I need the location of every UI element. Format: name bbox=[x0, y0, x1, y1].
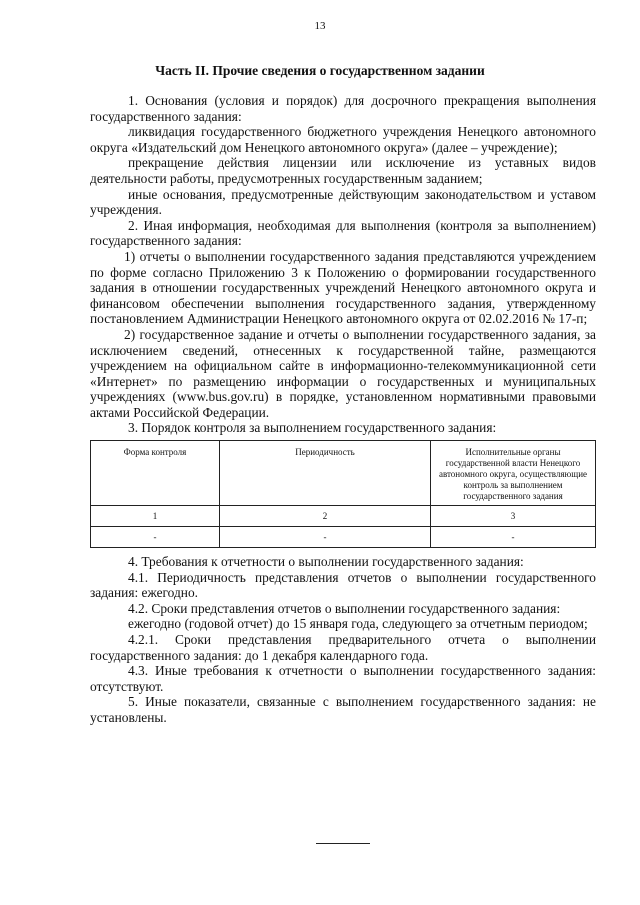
paragraph-annual-report: ежегодно (годовой отчет) до 15 января года, следующего за отчетным периодом; bbox=[128, 616, 588, 632]
table-header-cell: Исполнительные органы государственной власти Ненецкого автономного округа, осуществляющие контроль за выполнением государственного задания bbox=[431, 441, 596, 506]
document-body bbox=[90, 93, 596, 726]
paragraph-reporting-requirements: 4. Требования к отчетности о выполнении государственного задания: bbox=[128, 554, 524, 570]
table-header-row bbox=[91, 441, 596, 506]
table-cell: - bbox=[91, 527, 220, 548]
paragraph-early-termination: 1. Основания (условия и порядок) для досрочного прекращения выполнения государственного задания: bbox=[90, 93, 596, 124]
paragraph-preliminary-report: 4.2.1. Сроки представления предварительного отчета о выполнении государственного задания: до 1 декабря календарного года. bbox=[90, 632, 596, 663]
paragraph-control-procedure: 3. Порядок контроля за выполнением государственного задания: bbox=[128, 420, 497, 436]
paragraph-reports: 1) отчеты о выполнении государственного задания представляются учреждением по форме согласно Приложению 3 к Положению о формировании государственного задания в отношении государственных учреждений Ненецкого автономного округа и финансовом обеспечении выполнения государственного задания, утвержденному постановлением Администрации Ненецкого автономного округа от 02.02.2016 № 17-п; bbox=[90, 248, 596, 327]
paragraph-other-requirements: 4.3. Иные требования к отчетности о выполнении государственного задания: отсутствуют. bbox=[90, 663, 596, 694]
table-number-row bbox=[91, 506, 596, 527]
paragraph-publication: 2) государственное задание и отчеты о выполнении государственного задания, за исключением сведений, отнесенных к государственной тайне, размещаются учреждением на официальном сайте в информационно-телекоммуникационной сети «Интернет» по размещению информации о государственных и муниципальных учреждениях (www.bus.gov.ru) в порядке, установленном нормативными правовыми актами Российской Федерации. bbox=[90, 326, 596, 420]
section-heading: Часть II. Прочие сведения о государственном задании bbox=[155, 63, 485, 78]
footer-rule bbox=[316, 843, 370, 844]
table-cell: 2 bbox=[220, 506, 431, 527]
table-cell: 3 bbox=[431, 506, 596, 527]
paragraph-other-indicators: 5. Иные показатели, связанные с выполнением государственного задания: не установлены. bbox=[90, 694, 596, 725]
table-cell: - bbox=[220, 527, 431, 548]
page-number: 13 bbox=[314, 20, 326, 32]
paragraph-liquidation: ликвидация государственного бюджетного учреждения Ненецкого автономного округа «Издательский дом Ненецкого автономного округа» (далее – учреждение); bbox=[90, 124, 596, 155]
paragraph-other-info: 2. Иная информация, необходимая для выполнения (контроля за выполнением) государственного задания: bbox=[90, 217, 596, 249]
table-cell: 1 bbox=[91, 506, 220, 527]
table-header-cell: Периодичность bbox=[220, 441, 431, 506]
table-cell: - bbox=[431, 527, 596, 548]
paragraph-report-frequency: 4.1. Периодичность представления отчетов о выполнении государственного задания: ежегодно. bbox=[90, 569, 596, 601]
paragraph-report-deadlines: 4.2. Сроки представления отчетов о выполнении государственного задания: bbox=[128, 600, 561, 616]
control-table bbox=[90, 440, 596, 548]
paragraph-other-grounds: иные основания, предусмотренные действующим законодательством и уставом учреждения. bbox=[90, 186, 596, 218]
table-header-cell: Форма контроля bbox=[91, 441, 220, 506]
paragraph-license-termination: прекращение действия лицензии или исключение из уставных видов деятельности работы, предусмотренных государственным заданием; bbox=[90, 155, 596, 186]
table-row bbox=[91, 527, 596, 548]
